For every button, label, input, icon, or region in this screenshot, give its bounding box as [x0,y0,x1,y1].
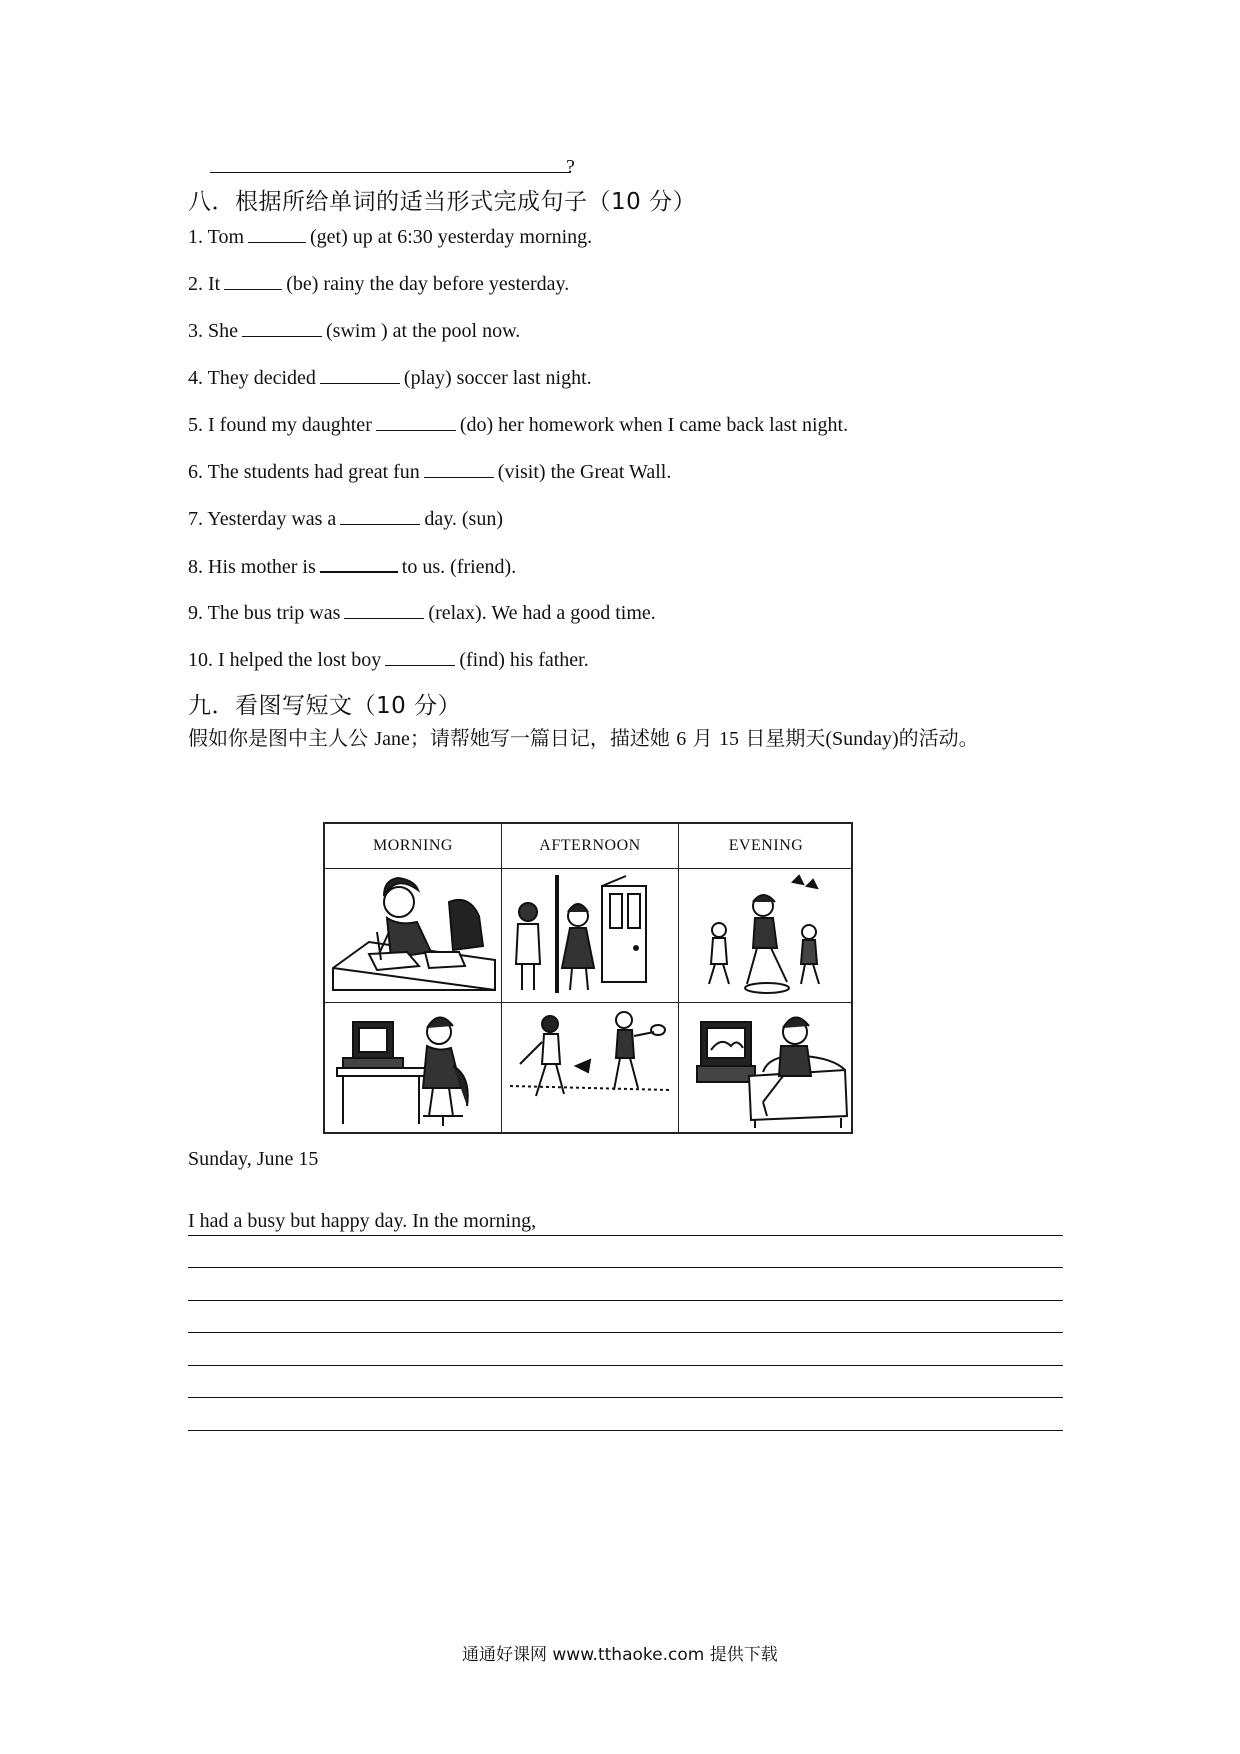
answer-blank[interactable] [344,598,424,619]
page-footer: 通通好课网 www.tthaoke.com 提供下载 [462,1645,778,1665]
answer-blank[interactable] [210,152,570,173]
answer-blank[interactable] [224,269,282,290]
grid-header-afternoon: AFTERNOON [539,837,641,854]
writing-line[interactable] [188,1266,1063,1268]
question-mark: ? [566,156,575,178]
section-8-heading: 八．根据所给单词的适当形式完成句子（10 分） [188,189,697,215]
writing-line[interactable] [188,1364,1063,1366]
picture-grid [323,822,853,1134]
question-5: 5. I found my daughter (do) her homework when I came back last night. [188,410,848,437]
question-10: 10. I helped the lost boy (find) his father. [188,645,589,672]
writing-line[interactable] [188,1331,1063,1333]
question-6: 6. The students had great fun (visit) the Great Wall. [188,457,671,484]
question-7: 7. Yesterday was a day. (sun) [188,504,503,531]
question-2: 2. It (be) rainy the day before yesterday. [188,269,569,296]
question-3: 3. She (swim ) at the pool now. [188,316,520,343]
answer-blank[interactable] [385,645,455,666]
writing-line[interactable] [188,1234,1063,1236]
answer-blank[interactable] [424,457,494,478]
girl-watching-tv-on-sofa-icon [683,1006,849,1132]
writing-line[interactable] [188,1396,1063,1398]
question-4: 4. They decided (play) soccer last night. [188,363,592,390]
people-dancing-icon [683,872,849,998]
children-playing-badminton-icon [506,1006,674,1132]
diary-first-line: I had a busy but happy day. In the morning, [188,1210,537,1232]
grid-header-evening: EVENING [728,837,804,854]
section-9-heading: 九．看图写短文（10 分） [188,693,462,719]
answer-blank[interactable] [340,504,420,525]
answer-blank[interactable] [320,551,398,573]
grid-header-morning: MORNING [373,837,453,854]
answer-blank[interactable] [242,316,322,337]
girl-using-computer-icon [329,1006,497,1132]
answer-blank[interactable] [376,410,456,431]
section-9-instruction: 假如你是图中主人公 Jane；请帮她写一篇日记，描述她 6 月 15 日星期天(Sunday)的活动。 [188,726,979,750]
answer-blank[interactable] [320,363,400,384]
writing-line[interactable] [188,1299,1063,1301]
question-9: 9. The bus trip was (relax). We had a good time. [188,598,656,625]
girl-at-door-with-visitor-icon [506,872,674,998]
girl-writing-at-desk-icon [329,872,497,998]
writing-line[interactable] [188,1429,1063,1431]
question-1: 1. Tom (get) up at 6:30 yesterday morning. [188,222,592,249]
question-8: 8. His mother is to us. (friend). [188,551,516,579]
diary-date: Sunday, June 15 [188,1148,319,1170]
answer-blank[interactable] [248,222,306,243]
